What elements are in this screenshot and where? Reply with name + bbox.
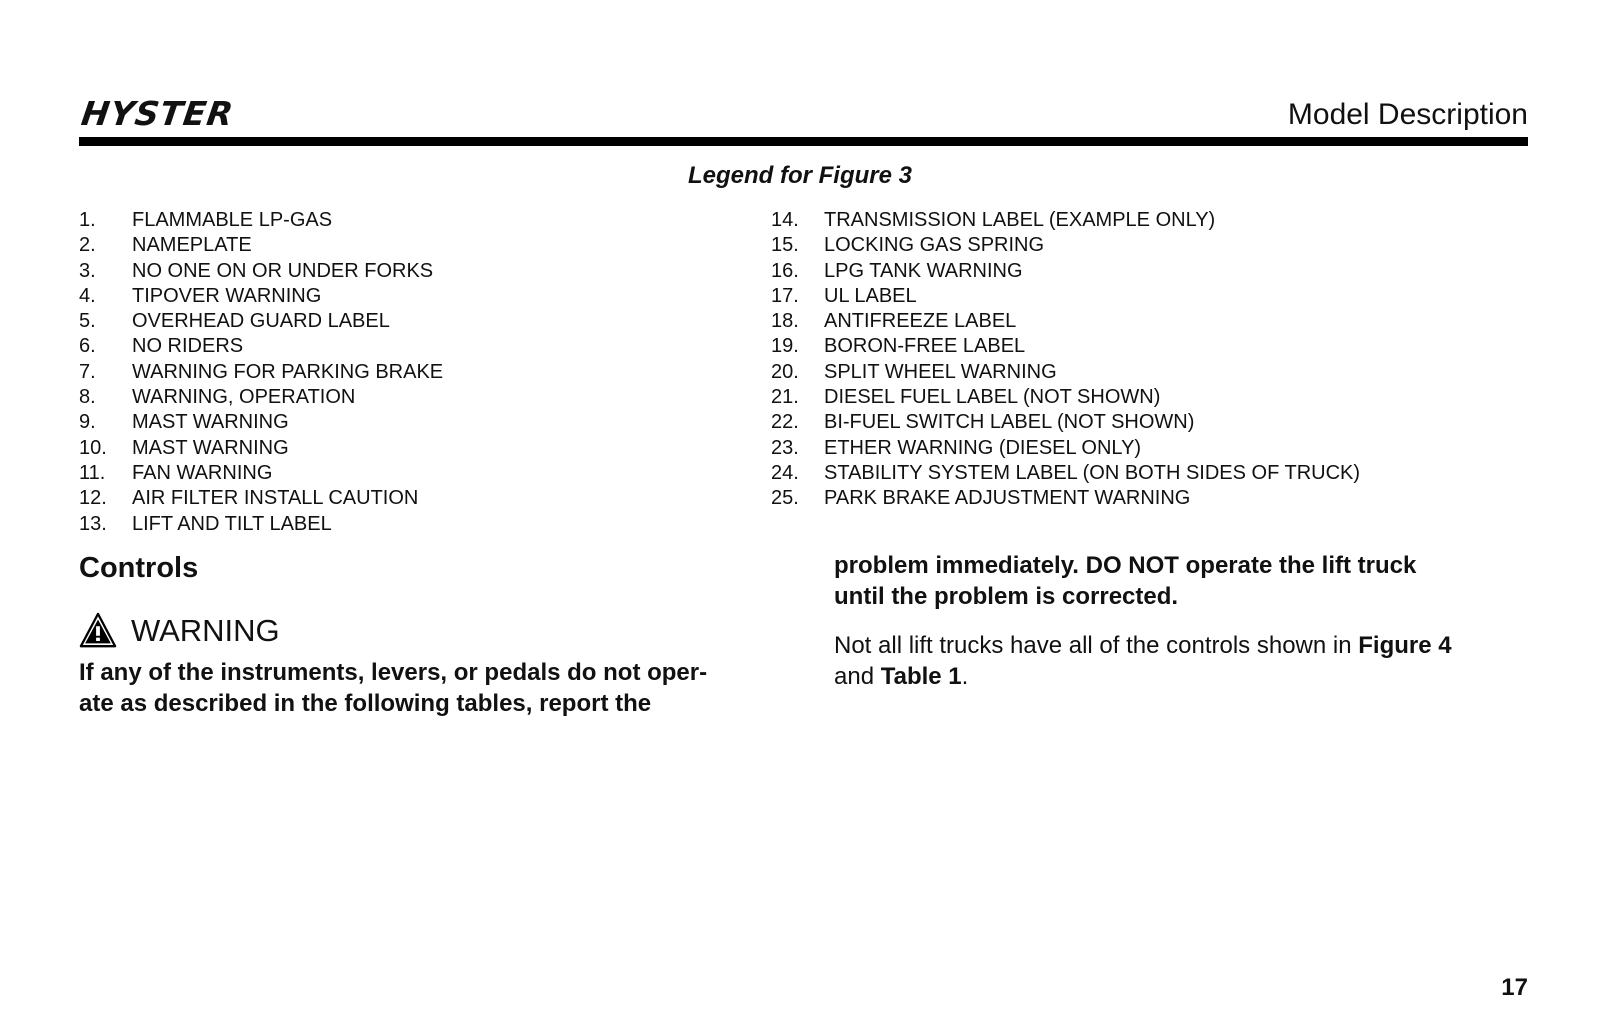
legend-item: 12. AIR FILTER INSTALL CAUTION	[79, 487, 419, 510]
legend-item: 17. UL LABEL	[771, 284, 917, 307]
legend-item: 24. STABILITY SYSTEM LABEL (ON BOTH SIDES OF TRUCK)	[771, 461, 1361, 484]
legend-item: 14. TRANSMISSION LABEL (EXAMPLE ONLY)	[771, 209, 1216, 231]
legend-item: 8. WARNING, OPERATION	[79, 386, 356, 409]
legend-item: 4. TIPOVER WARNING	[79, 284, 322, 307]
legend-item: 21. DIESEL FUEL LABEL (NOT SHOWN)	[771, 386, 1161, 409]
warning-triangle-icon	[79, 612, 117, 650]
legend-item: 1. FLAMMABLE LP-GAS	[79, 209, 333, 231]
controls-note: Not all lift trucks have all of the controls shown in Figure 4 and Table 1.	[834, 632, 1452, 690]
legend-item: 7. WARNING FOR PARKING BRAKE	[79, 360, 444, 383]
warning-label: WARNING	[131, 613, 280, 648]
table-reference: Table 1	[880, 663, 962, 690]
legend-item: 9. MAST WARNING	[79, 411, 289, 434]
page-number: 17	[1501, 974, 1528, 1001]
legend-item: 6. NO RIDERS	[79, 335, 244, 358]
legend-item: 3. NO ONE ON OR UNDER FORKS	[79, 259, 434, 282]
legend-list-right	[771, 208, 1531, 512]
warning-header	[79, 612, 280, 650]
legend-item: 20. SPLIT WHEEL WARNING	[771, 360, 1057, 383]
legend-item: 13. LIFT AND TILT LABEL	[79, 512, 332, 535]
legend-item: 10. MAST WARNING	[79, 436, 289, 459]
legend-item: 15. LOCKING GAS SPRING	[771, 234, 1045, 257]
legend-item: 11. FAN WARNING	[79, 461, 273, 484]
legend-item: 16. LPG TANK WARNING	[771, 259, 1023, 282]
legend-item: 25. PARK BRAKE ADJUSTMENT WARNING	[771, 487, 1191, 510]
legend-item: 22. BI-FUEL SWITCH LABEL (NOT SHOWN)	[771, 411, 1195, 434]
section-title: Model Description	[1287, 98, 1528, 131]
legend-item: 2. NAMEPLATE	[79, 234, 252, 257]
legend-item: 19. BORON-FREE LABEL	[771, 335, 1026, 358]
controls-heading: Controls	[79, 552, 199, 584]
header-rule	[79, 137, 1528, 146]
warning-text: If any of the instruments, levers, or pedals do not oper- ate as described in the following tables, report the	[79, 659, 708, 717]
page-header	[79, 90, 1528, 140]
hyster-logo: HYSTER	[79, 94, 237, 133]
legend-list-left	[79, 208, 719, 537]
legend-item: 23. ETHER WARNING (DIESEL ONLY)	[771, 436, 1142, 459]
legend-title: Legend for Figure 3	[687, 162, 912, 189]
warning-text-continued: problem immediately. DO NOT operate the lift truck until the problem is corrected.	[834, 552, 1417, 610]
legend-item: 5. OVERHEAD GUARD LABEL	[79, 310, 390, 333]
figure-reference: Figure 4	[1358, 632, 1452, 659]
legend-item: 18. ANTIFREEZE LABEL	[771, 310, 1017, 333]
